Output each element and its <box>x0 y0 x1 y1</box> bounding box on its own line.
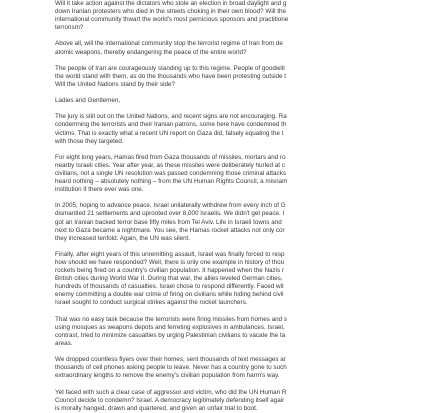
speech-paragraph <box>55 40 435 56</box>
paragraph-line: Ladies and Gentlemen, <box>55 97 121 105</box>
paragraph-line: Council decide to condemn? Israel. A democracy legitimately defending itself agair <box>55 396 285 404</box>
paragraph-line: For eight long years, Hamas fired from Gaza thousands of missiles, mortars and ro <box>55 153 286 161</box>
speech-paragraph <box>55 97 435 105</box>
paragraph-line: The jury is still out on the United Nations, and recent signs are not encouraging. Ra <box>55 113 287 121</box>
paragraph-line: Will it take action against the dictators who stole an election in broad daylight and g <box>55 0 287 7</box>
speech-paragraph <box>55 113 435 145</box>
paragraph-line: That was no easy task because the terrorists were firing missiles from homes and s <box>55 315 288 323</box>
speech-paragraph <box>55 316 435 348</box>
paragraph-line: with those they targeted. <box>55 137 124 145</box>
paragraph-line: nearby Israeli cities. Year after year, as these missiles were deliberately hurled at c <box>55 161 285 169</box>
speech-paragraph <box>55 65 435 89</box>
paragraph-line: contrast, tried to minimize casualties by urging Palestinian civilians to vacate the ta <box>55 331 286 339</box>
speech-paragraph <box>55 154 435 194</box>
paragraph-line: the world stand with them, as do the thousands who have been protesting outside t <box>55 72 287 80</box>
paragraph-line: thousands of cell phones asking people to leave. Never has a country gone to such <box>55 364 287 372</box>
paragraph-line: enemy committing a double war crime of firing on civilians while hiding behind civil <box>55 291 284 299</box>
speech-paragraph <box>55 389 435 413</box>
paragraph-line: rockets being fired on a country's civilian population. It happened when the Nazis r <box>55 267 285 275</box>
speech-paragraph <box>55 251 435 308</box>
paragraph-line: extraordinary lengths to remove the enemy's civilian population from harm's way. <box>55 372 280 380</box>
paragraph-line: Finally, after eight years of this unremitting assault, Israel was finally forced to resp <box>55 250 285 258</box>
paragraph-line: using mosques as weapons depots and ferreting explosives in ambulances. Israel, <box>55 323 285 331</box>
paragraph-line: they increased tenfold. Again, the UN was silent. <box>55 234 191 242</box>
paragraph-line: heard nothing – absolutely nothing – from the UN Human Rights Council, a misnam <box>55 178 288 186</box>
speech-paragraph <box>55 202 435 242</box>
paragraph-line: institution if there ever was one. <box>55 186 144 194</box>
paragraph-line: areas. <box>55 339 73 347</box>
paragraph-line: terrorism? <box>55 24 84 32</box>
paragraph-line: got an Iranian backed terror base fifty miles from Tel Aviv. Life in Israeli towns and <box>55 218 282 226</box>
speech-paragraph <box>55 356 435 380</box>
paragraph-line: international community thwart the world's most pernicious sponsors and practitione <box>55 16 289 24</box>
paragraph-line: Will the United Nations stand by their side? <box>55 80 176 88</box>
paragraph-line: Israel sought to conduct surgical strikes against the rocket launchers. <box>55 299 248 307</box>
paragraph-line: We dropped countless flyers over their homes, sent thousands of text messages ar <box>55 356 286 364</box>
paragraph-line: Above all, will the international community stop the terrorist regime of Iran from de <box>55 40 283 48</box>
paragraph-line: Yet faced with such a clear case of aggressor and victim, who did the UN Human R <box>55 388 287 396</box>
speech-paragraph <box>55 0 435 32</box>
paragraph-line: hundreds of thousands of casualties. Israel chose to respond differently. Faced wit <box>55 283 284 291</box>
document-column <box>55 0 400 412</box>
paragraph-line: condemning the terrorists and their Iranian patrons, some here have condemned th <box>55 121 287 129</box>
paragraph-line: In 2005, hoping to advance peace, Israel unilaterally withdrew from every inch of G <box>55 202 286 210</box>
paragraph-line: British cities during World War II. During that war, the allies leveled German cities, <box>55 275 283 283</box>
paragraph-line: atomic weapons, thereby endangering the peace of the entire world? <box>55 48 247 56</box>
paragraph-line: next to Gaza became a nightmare. You see, the Hamas rocket attacks not only cor <box>55 226 285 234</box>
paragraph-line: down Iranian protesters who died in the streets choking in their own blood? Will the <box>55 8 287 16</box>
paragraph-line: The people of Iran are courageously standing up to this regime. People of goodwill <box>55 64 285 72</box>
paragraph-line: dismantled 21 settlements and uprooted over 8,000 Israelis. We didn't get peace. I <box>55 210 285 218</box>
paragraph-line: victims. That is exactly what a recent UN report on Gaza did, falsely equating the t <box>55 129 284 137</box>
paragraph-line: civilians, not a single UN resolution was passed condemning those criminal attacks <box>55 169 286 177</box>
paragraph-line: is morally hanged, drawn and quartered, and given an unfair trial to boot. <box>55 404 258 412</box>
paragraph-line: how should we have responded? Well, there is only one example in history of thou <box>55 259 285 266</box>
